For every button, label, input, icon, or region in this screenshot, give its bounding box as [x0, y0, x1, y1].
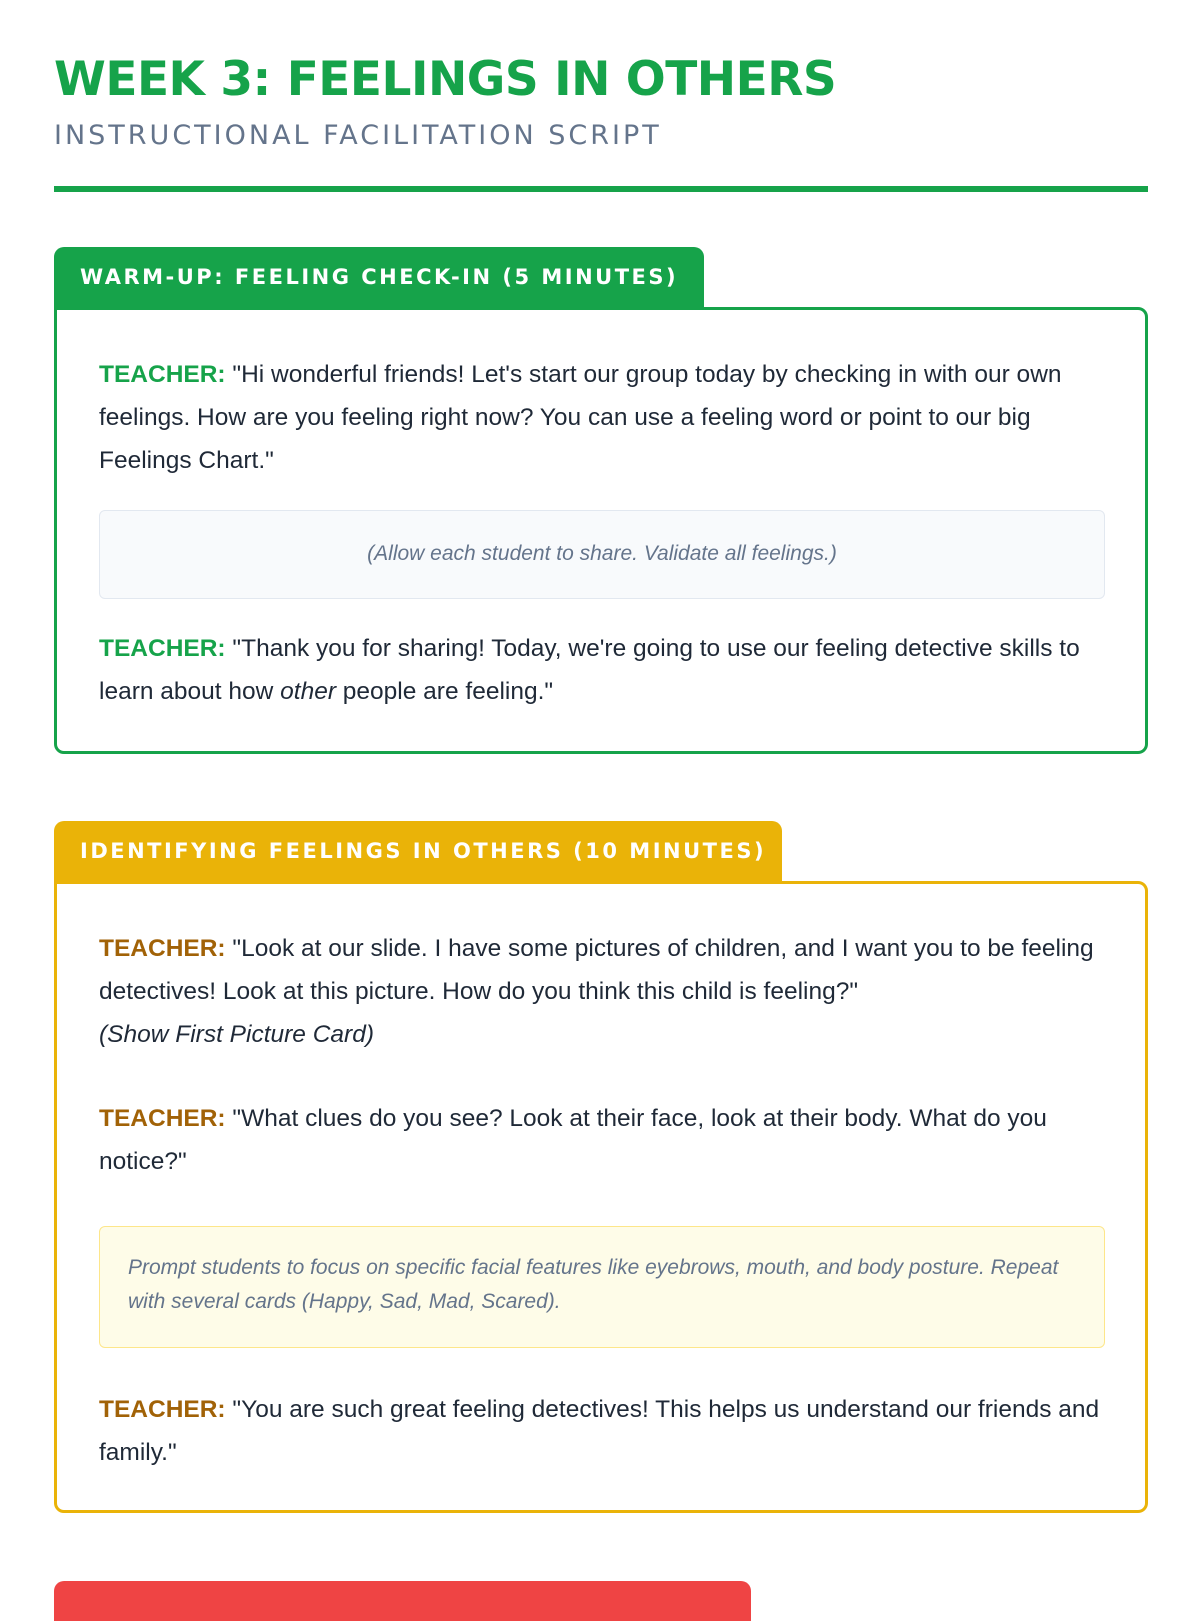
section-tab-next	[54, 1581, 751, 1621]
facilitator-note: Prompt students to focus on specific facial features like eyebrows, mouth, and body posture. Repeat with several cards (Happy, Sad, Mad, Scared).	[99, 1226, 1105, 1348]
teacher-dialogue	[99, 927, 1105, 1056]
teacher-dialogue	[99, 353, 1105, 482]
speaker-label: TEACHER:	[99, 361, 226, 388]
dialogue-text: "Hi wonderful friends! Let's start our group today by checking in with our own feelings. How are you feeling right now? You can use a feeling word or point to our big Feelings Chart."	[99, 361, 1062, 474]
speaker-label: TEACHER:	[99, 1396, 226, 1423]
facilitator-note: (Allow each student to share. Validate all feelings.)	[99, 510, 1105, 599]
teacher-dialogue	[99, 1388, 1105, 1474]
teacher-dialogue	[99, 1097, 1105, 1183]
dialogue-text: "You are such great feeling detectives! This helps us understand our friends and family."	[99, 1396, 1100, 1466]
section-box-warm-up	[54, 307, 1148, 754]
section-tab-identifying-feelings: IDENTIFYING FEELINGS IN OTHERS (10 MINUTES)	[54, 821, 782, 881]
speaker-label: TEACHER:	[99, 935, 226, 962]
speaker-label: TEACHER:	[99, 635, 226, 662]
header-divider	[54, 186, 1148, 192]
dialogue-text: "What clues do you see? Look at their face, look at their body. What do you notice?"	[99, 1105, 1047, 1175]
dialogue-text: people are feeling."	[336, 678, 554, 705]
dialogue-text: "Thank you for sharing! Today, we're going to use our feeling detective skills to learn about how	[99, 635, 1080, 705]
speaker-label: TEACHER:	[99, 1105, 226, 1132]
teacher-dialogue	[99, 627, 1105, 713]
emphasis-text: other	[280, 678, 336, 705]
page-subtitle: INSTRUCTIONAL FACILITATION SCRIPT	[54, 120, 662, 151]
stage-direction: (Show First Picture Card)	[99, 1021, 375, 1048]
section-tab-warm-up: WARM-UP: FEELING CHECK-IN (5 MINUTES)	[54, 247, 704, 307]
section-box-identifying-feelings	[54, 881, 1148, 1513]
page-title: WEEK 3: FEELINGS IN OTHERS	[54, 52, 837, 107]
dialogue-text: "Look at our slide. I have some pictures of children, and I want you to be feeling detectives! Look at this picture. How do you think this child is feeling?"	[99, 935, 1094, 1005]
